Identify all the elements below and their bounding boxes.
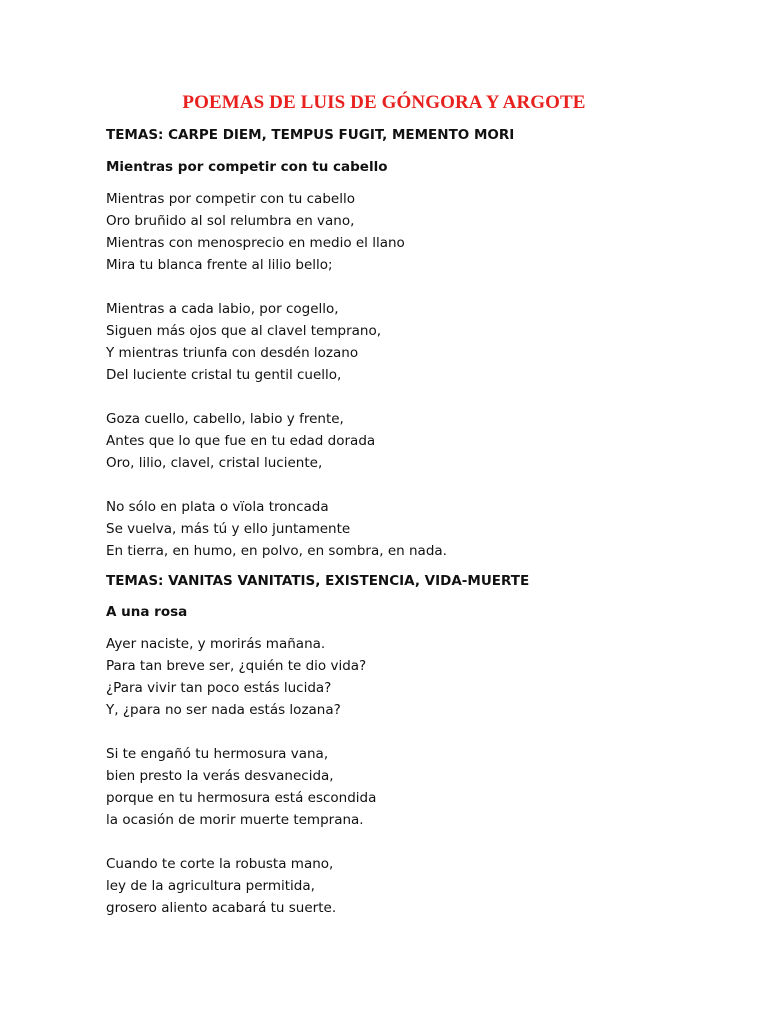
document-body [106,126,706,919]
verse-line: Y mientras triunfa con desdén lozano [106,345,359,361]
poem-section [106,572,706,919]
verse-line: Oro, lilio, clavel, cristal luciente, [106,455,323,471]
verse-line: Ayer naciste, y morirás mañana. [106,636,326,652]
verse-line: No sólo en plata o vïola troncada [106,499,329,515]
verse-line: la ocasión de morir muerte temprana. [106,812,364,828]
verse-line: bien presto la verás desvanecida, [106,768,334,784]
verse-line: Y, ¿para no ser nada estás lozana? [106,702,341,718]
verse-line: Oro bruñido al sol relumbra en vano, [106,213,355,229]
verse-line: Para tan breve ser, ¿quién te dio vida? [106,658,367,674]
stanza [106,188,706,276]
poem-title: A una rosa [106,604,188,620]
poem-title: Mientras por competir con tu cabello [106,159,388,175]
verse-line: Si te engañó tu hermosura vana, [106,746,329,762]
stanza [106,633,706,721]
stanza [106,743,706,831]
verse-line: En tierra, en humo, en polvo, en sombra, en nada. [106,543,447,559]
verse-line: Se vuelva, más tú y ello juntamente [106,521,351,537]
verse-line: Mira tu blanca frente al lilio bello; [106,257,333,273]
section-themes: TEMAS: CARPE DIEM, TEMPUS FUGIT, MEMENTO MORI [106,127,515,143]
poem-section [106,126,706,562]
verse-line: Siguen más ojos que al clavel temprano, [106,323,382,339]
verse-line: Goza cuello, cabello, labio y frente, [106,411,344,427]
stanza [106,298,706,386]
page-title: POEMAS DE LUIS DE GÓNGORA Y ARGOTE [182,92,586,113]
verse-line: ¿Para vivir tan poco estás lucida? [106,680,332,696]
verse-line: Del luciente cristal tu gentil cuello, [106,367,342,383]
verse-line: Cuando te corte la robusta mano, [106,856,334,872]
verse-line: Mientras con menosprecio en medio el llano [106,235,405,251]
verse-line: ley de la agricultura permitida, [106,878,315,894]
verse-line: porque en tu hermosura está escondida [106,790,377,806]
verse-line: Antes que lo que fue en tu edad dorada [106,433,376,449]
verse-line: Mientras por competir con tu cabello [106,191,355,207]
stanza [106,408,706,474]
verse-line: Mientras a cada labio, por cogello, [106,301,339,317]
verse-line: grosero aliento acabará tu suerte. [106,900,337,916]
section-themes: TEMAS: VANITAS VANITATIS, EXISTENCIA, VIDA-MUERTE [106,573,530,589]
stanza [106,496,706,562]
stanza [106,853,706,919]
